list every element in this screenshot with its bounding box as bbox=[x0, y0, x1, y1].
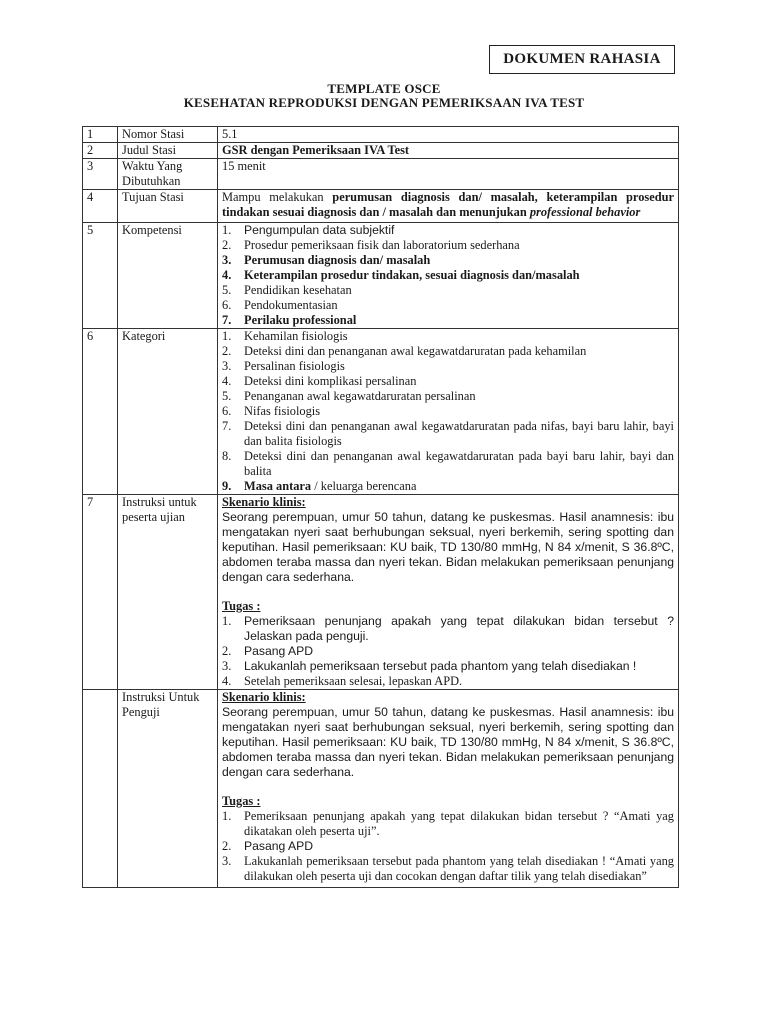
category-list bbox=[222, 329, 674, 494]
row-value bbox=[218, 190, 679, 223]
row-number: 5 bbox=[83, 223, 118, 329]
list-item: 8. Deteksi dini dan penanganan awal kegawatdaruratan pada bayi baru lahir, bayi dan balita bbox=[222, 449, 674, 478]
table-row bbox=[83, 143, 679, 159]
list-item: 1. Pengumpulan data subjektif bbox=[222, 223, 395, 237]
list-item: 2. Deteksi dini dan penanganan awal kegawatdaruratan pada kehamilan bbox=[222, 344, 587, 358]
list-item: 6. Nifas fisiologis bbox=[222, 404, 321, 418]
list-item: 3. Lakukanlah pemeriksaan tersebut pada phantom yang telah disediakan ! bbox=[222, 659, 637, 673]
table-row bbox=[83, 495, 679, 690]
table-row bbox=[83, 159, 679, 190]
row-label: Instruksi untuk peserta ujian bbox=[118, 495, 218, 690]
row-value: GSR dengan Pemeriksaan IVA Test bbox=[218, 143, 679, 159]
list-item: 2. Pasang APD bbox=[222, 644, 314, 658]
objective-bold-text: perumusan diagnosis dan/ masalah, keterampilan prosedur tindakan sesuai diagnosis dan / masalah dan menunjukan bbox=[222, 190, 674, 219]
row-value bbox=[218, 329, 679, 495]
table-row bbox=[83, 690, 679, 888]
table-row bbox=[83, 329, 679, 495]
table-row bbox=[83, 127, 679, 143]
list-item: 3. Persalinan fisiologis bbox=[222, 359, 345, 373]
list-item: 1. Kehamilan fisiologis bbox=[222, 329, 348, 343]
document-subtitle: KESEHATAN REPRODUKSI DENGAN PEMERIKSAAN IVA TEST bbox=[183, 95, 585, 110]
row-label: Waktu Yang Dibutuhkan bbox=[118, 159, 218, 190]
row-number: 7 bbox=[83, 495, 118, 690]
task-heading: Tugas : bbox=[222, 599, 261, 613]
row-number: 2 bbox=[83, 143, 118, 159]
list-item: 5. Penanganan awal kegawatdaruratan persalinan bbox=[222, 389, 476, 403]
scenario-heading: Skenario klinis: bbox=[222, 495, 306, 509]
table-row bbox=[83, 190, 679, 223]
confidential-badge: DOKUMEN RAHASIA bbox=[489, 45, 675, 74]
list-item: 2. Pasang APD bbox=[222, 839, 314, 853]
row-number: 4 bbox=[83, 190, 118, 223]
row-number: 3 bbox=[83, 159, 118, 190]
row-label: Kompetensi bbox=[118, 223, 218, 329]
list-item: 6. Pendokumentasian bbox=[222, 298, 338, 312]
list-item: 3. Lakukanlah pemeriksaan tersebut pada phantom yang telah disediakan ! “Amati yang dilakukan oleh peserta uji dan cocokan dengan daftar tilik yang telah disediakan” bbox=[222, 854, 674, 883]
row-number: 6 bbox=[83, 329, 118, 495]
list-item: 4. Keterampilan prosedur tindakan, sesuai diagnosis dan/masalah bbox=[222, 268, 580, 282]
row-label: Judul Stasi bbox=[118, 143, 218, 159]
list-item: 4. Setelah pemeriksaan selesai, lepaskan APD. bbox=[222, 674, 463, 688]
row-value bbox=[218, 690, 679, 888]
row-number: 1 bbox=[83, 127, 118, 143]
row-value bbox=[218, 495, 679, 690]
osce-table bbox=[82, 126, 679, 888]
objective-text: Mampu melakukan bbox=[222, 190, 333, 204]
list-item: 1. Pemeriksaan penunjang apakah yang tepat dilakukan bidan tersebut ? Jelaskan pada penguji. bbox=[222, 614, 674, 643]
row-label: Instruksi Untuk Penguji bbox=[118, 690, 218, 888]
row-label: Nomor Stasi bbox=[118, 127, 218, 143]
table-row bbox=[83, 223, 679, 329]
document-title: TEMPLATE OSCE bbox=[327, 81, 441, 96]
row-value bbox=[218, 223, 679, 329]
task-list bbox=[222, 614, 674, 689]
list-item: 3. Perumusan diagnosis dan/ masalah bbox=[222, 253, 431, 267]
scenario-text: Seorang perempuan, umur 50 tahun, datang ke puskesmas. Hasil anamnesis: ibu mengatakan nyeri saat berhubungan seksual, nyeri berkemih, sering spotting dan keputihan. Hasil pemeriksaan: KU baik, TD 130/80 mmHg, N 84 x/menit, S 36.8ºC, abdomen teraba massa dan nyeri tekan. Bidan melakukan pemeriksaan penunjang dengan cara sederhana. bbox=[222, 705, 674, 779]
list-item: 5. Pendidikan kesehatan bbox=[222, 283, 352, 297]
row-label: Tujuan Stasi bbox=[118, 190, 218, 223]
row-value: 15 menit bbox=[218, 159, 679, 190]
row-value: 5.1 bbox=[218, 127, 679, 143]
list-item: 7. Perilaku professional bbox=[222, 313, 357, 327]
scenario-heading: Skenario klinis: bbox=[222, 690, 306, 704]
scenario-text: Seorang perempuan, umur 50 tahun, datang ke puskesmas. Hasil anamnesis: ibu mengatakan nyeri saat berhubungan seksual, nyeri berkemih, sering spotting dan keputihan. Hasil pemeriksaan: KU baik, TD 130/80 mmHg, N 84 x/menit, S 36.8ºC, abdomen teraba massa dan nyeri tekan. Bidan melakukan pemeriksaan penunjang dengan cara sederhana. bbox=[222, 510, 674, 584]
competency-list bbox=[222, 223, 674, 328]
task-heading: Tugas : bbox=[222, 794, 261, 808]
row-label: Kategori bbox=[118, 329, 218, 495]
list-item: 7. Deteksi dini dan penanganan awal kegawatdaruratan pada nifas, bayi baru lahir, bayi dan balita fisiologis bbox=[222, 419, 674, 448]
task-list bbox=[222, 809, 674, 884]
objective-italic-text: professional behavior bbox=[529, 205, 641, 219]
list-item: 2. Prosedur pemeriksaan fisik dan laboratorium sederhana bbox=[222, 238, 520, 252]
list-item: 4. Deteksi dini komplikasi persalinan bbox=[222, 374, 417, 388]
list-item: 9. Masa antara / keluarga berencana bbox=[222, 479, 417, 493]
list-item: 1. Pemeriksaan penunjang apakah yang tepat dilakukan bidan tersebut ? “Amati yag dikatakan oleh peserta uji”. bbox=[222, 809, 674, 838]
row-number bbox=[83, 690, 118, 888]
